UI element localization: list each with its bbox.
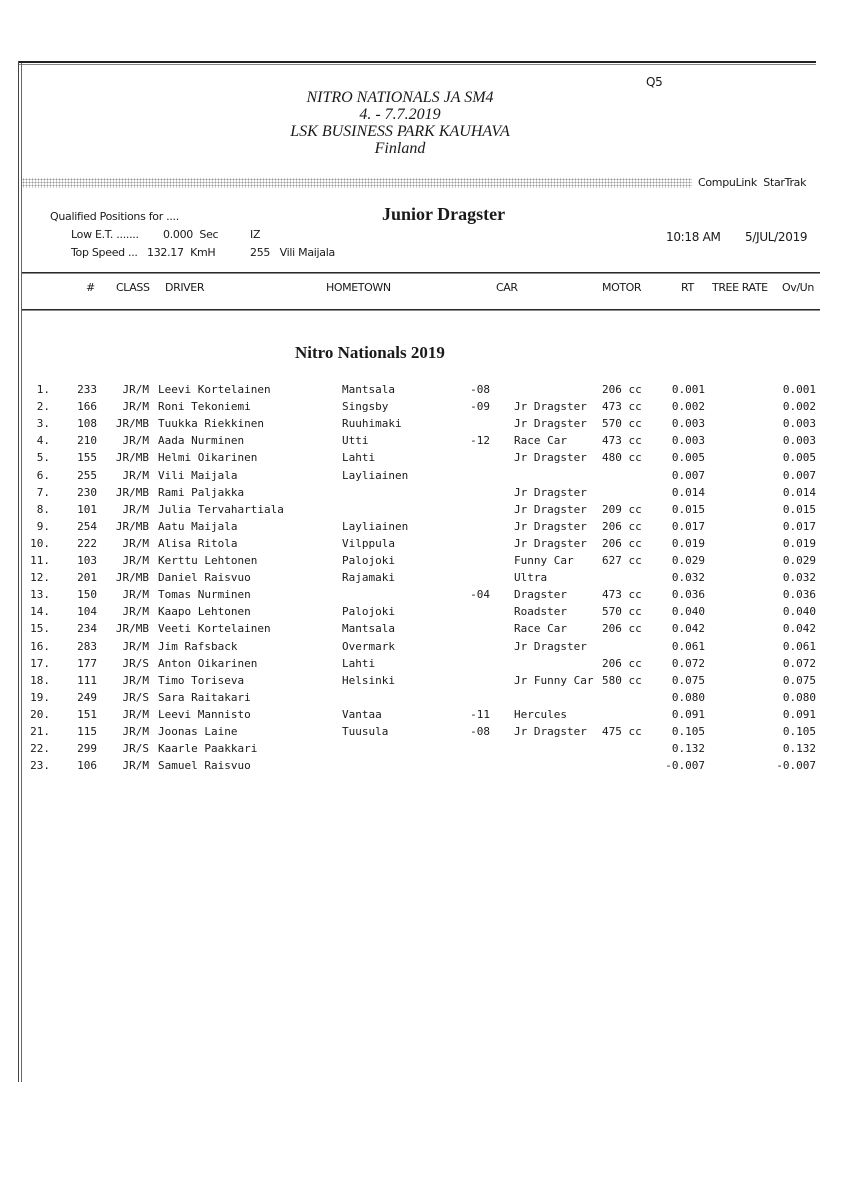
cell-class: JR/M — [122, 536, 149, 550]
cell-driver: Roni Tekoniemi — [158, 400, 251, 414]
table-row — [0, 554, 848, 571]
cell-position: 15. — [30, 622, 50, 636]
cell-ov-un: 0.032 — [782, 571, 816, 585]
cell-driver: Anton Oikarinen — [158, 656, 258, 670]
cell-driver: Julia Tervahartiala — [158, 502, 284, 516]
table-row — [0, 434, 848, 451]
cell-car: Jr Dragster — [514, 417, 587, 431]
cell-class: JR/S — [122, 742, 149, 756]
cell-rt: 0.003 — [671, 417, 705, 431]
cell-rt: 0.072 — [671, 656, 705, 670]
cell-rt: -0.007 — [665, 759, 705, 773]
cell-ov-un: 0.080 — [782, 690, 816, 704]
cell-position: 7. — [36, 485, 50, 499]
table-row — [0, 417, 848, 434]
column-header-hometown: HOMETOWN — [326, 281, 391, 294]
cell-driver: Samuel Raisvuo — [158, 759, 251, 773]
cell-car-number: 230 — [77, 485, 97, 499]
table-row — [0, 486, 848, 503]
cell-car: Race Car — [514, 622, 567, 636]
cell-ov-un: 0.091 — [782, 707, 816, 721]
cell-position: 10. — [30, 536, 50, 550]
cell-rt: 0.002 — [671, 400, 705, 414]
table-row — [0, 708, 848, 725]
cell-car: Ultra — [514, 571, 548, 585]
table-row — [0, 588, 848, 605]
cell-rt: 0.029 — [671, 554, 705, 567]
table-row — [0, 503, 848, 520]
top-speed-label: Top Speed ... — [71, 246, 138, 259]
cell-hometown: Ruuhimaki — [342, 417, 402, 431]
cell-ov-un: 0.075 — [782, 673, 816, 687]
cell-ov-un: 0.040 — [782, 605, 816, 619]
cell-car-number: 299 — [77, 742, 97, 756]
cell-car-number: 108 — [77, 417, 97, 431]
column-header-ov-un: Ov/Un — [782, 281, 814, 294]
cell-motor: 480 cc — [602, 451, 642, 465]
low-et-value: 0.000 Sec — [163, 228, 219, 241]
cell-car-number: 283 — [77, 639, 97, 653]
table-row — [0, 520, 848, 537]
cell-car-number: 234 — [77, 622, 97, 636]
cell-ov-un: 0.003 — [782, 434, 816, 448]
cell-class: JR/M — [122, 468, 149, 482]
cell-car: Jr Dragster — [514, 485, 587, 499]
cell-car-number: 255 — [77, 468, 97, 482]
cell-rt: 0.061 — [671, 639, 705, 653]
cell-hometown: Rajamaki — [342, 571, 395, 585]
cell-rt: 0.003 — [671, 434, 705, 448]
cell-class: JR/MB — [115, 417, 149, 431]
cell-class: JR/S — [122, 656, 149, 670]
column-header-motor: MOTOR — [602, 281, 642, 294]
event-country: Finland — [374, 140, 426, 157]
cell-class: JR/M — [122, 400, 149, 414]
cell-driver: Sara Raitakari — [158, 690, 251, 704]
top-speed-value: 132.17 KmH — [147, 246, 216, 259]
table-row — [0, 691, 848, 708]
cell-driver: Daniel Raisvuo — [158, 571, 251, 585]
cell-car: Hercules — [514, 707, 567, 721]
cell-class: JR/MB — [115, 571, 149, 585]
cell-hometown: Overmark — [342, 639, 395, 653]
cell-ov-un: 0.015 — [782, 502, 816, 516]
cell-position: 13. — [30, 588, 50, 602]
table-row — [0, 640, 848, 657]
cell-rt: 0.040 — [671, 605, 705, 619]
cell-driver: Alisa Ritola — [158, 536, 238, 550]
cell-position: 18. — [30, 673, 50, 687]
cell-rt: 0.005 — [671, 451, 705, 465]
cell-car-number: 104 — [77, 605, 97, 619]
cell-position: 6. — [36, 468, 50, 482]
cell-car-year: -11 — [470, 707, 490, 721]
table-row — [0, 469, 848, 486]
cell-hometown: Layliainen — [342, 468, 409, 482]
cell-rt: 0.132 — [671, 742, 705, 756]
cell-car-year: -08 — [470, 725, 490, 738]
table-row — [0, 605, 848, 622]
column-header-car: CAR — [496, 281, 518, 294]
cell-car: Roadster — [514, 605, 567, 619]
cell-driver: Veeti Kortelainen — [158, 622, 271, 636]
cell-car: Jr Dragster — [514, 639, 587, 653]
cell-car-year: -09 — [470, 400, 490, 414]
cell-motor: 473 cc — [602, 588, 642, 602]
cell-class: JR/MB — [115, 622, 149, 636]
cell-car-number: 254 — [77, 519, 97, 533]
cell-car: Jr Dragster — [514, 536, 587, 550]
header-rule-top — [22, 272, 820, 274]
cell-ov-un: 0.061 — [782, 639, 816, 653]
cell-ov-un: 0.029 — [782, 554, 816, 567]
cell-hometown: Palojoki — [342, 605, 395, 619]
cell-motor: 206 cc — [602, 383, 642, 396]
cell-motor: 209 cc — [602, 502, 642, 516]
cell-position: 17. — [30, 656, 50, 670]
cell-car: Jr Dragster — [514, 519, 587, 533]
cell-class: JR/MB — [115, 451, 149, 465]
cell-car: Jr Dragster — [514, 400, 587, 414]
cell-motor: 206 cc — [602, 622, 642, 636]
cell-car: Jr Dragster — [514, 725, 587, 738]
cell-motor: 627 cc — [602, 554, 642, 567]
table-row — [0, 725, 848, 742]
cell-motor: 570 cc — [602, 417, 642, 431]
cell-hometown: Vantaa — [342, 707, 382, 721]
cell-ov-un: 0.072 — [782, 656, 816, 670]
cell-position: 11. — [30, 554, 50, 567]
cell-position: 9. — [36, 519, 50, 533]
table-row — [0, 759, 848, 776]
cell-car: Jr Funny Car — [514, 673, 594, 687]
cell-car-number: 155 — [77, 451, 97, 465]
cell-driver: Leevi Mannisto — [158, 707, 251, 721]
cell-driver: Rami Paljakka — [158, 485, 245, 499]
cell-driver: Aatu Maijala — [158, 519, 238, 533]
cell-position: 5. — [36, 451, 50, 465]
cell-position: 3. — [36, 417, 50, 431]
cell-car-number: 249 — [77, 690, 97, 704]
qualified-positions-label: Qualified Positions for .... — [50, 210, 179, 223]
cell-class: JR/M — [122, 673, 149, 687]
cell-car-number: 106 — [77, 759, 97, 773]
cell-ov-un: 0.007 — [782, 468, 816, 482]
cell-hometown: Lahti — [342, 451, 376, 465]
cell-class: JR/M — [122, 554, 149, 567]
cell-position: 22. — [30, 742, 50, 756]
cell-driver: Leevi Kortelainen — [158, 383, 271, 396]
cell-position: 4. — [36, 434, 50, 448]
cell-motor: 580 cc — [602, 673, 642, 687]
cell-position: 14. — [30, 605, 50, 619]
cell-driver: Helmi Oikarinen — [158, 451, 258, 465]
cell-hometown: Singsby — [342, 400, 389, 414]
cell-position: 1. — [36, 383, 50, 396]
cell-ov-un: -0.007 — [776, 759, 816, 773]
cell-position: 16. — [30, 639, 50, 653]
cell-position: 8. — [36, 502, 50, 516]
cell-rt: 0.080 — [671, 690, 705, 704]
cell-ov-un: 0.019 — [782, 536, 816, 550]
cell-driver: Tuukka Riekkinen — [158, 417, 264, 431]
cell-hometown: Lahti — [342, 656, 376, 670]
cell-hometown: Palojoki — [342, 554, 395, 567]
cell-car-number: 150 — [77, 588, 97, 602]
cell-motor: 473 cc — [602, 400, 642, 414]
cell-driver: Aada Nurminen — [158, 434, 245, 448]
cell-driver: Kaapo Lehtonen — [158, 605, 251, 619]
page-code: Q5 — [646, 75, 663, 89]
cell-ov-un: 0.036 — [782, 588, 816, 602]
cell-ov-un: 0.001 — [782, 383, 816, 396]
column-header-driver: DRIVER — [165, 281, 205, 294]
report-date: 5/JUL/2019 — [745, 230, 808, 244]
cell-ov-un: 0.105 — [782, 725, 816, 738]
cell-class: JR/M — [122, 383, 149, 396]
cell-car-number: 115 — [77, 725, 97, 738]
cell-class: JR/MB — [115, 519, 149, 533]
low-et-label: Low E.T. ....... — [71, 228, 139, 241]
cell-car-number: 111 — [77, 673, 97, 687]
column-header-rt: RT — [681, 281, 694, 294]
cell-hometown: Vilppula — [342, 536, 395, 550]
cell-motor: 206 cc — [602, 519, 642, 533]
cell-class: JR/M — [122, 588, 149, 602]
cell-ov-un: 0.014 — [782, 485, 816, 499]
top-border-rule — [19, 61, 816, 65]
table-row — [0, 674, 848, 691]
cell-hometown: Helsinki — [342, 673, 395, 687]
cell-class: JR/MB — [115, 485, 149, 499]
cell-car: Funny Car — [514, 554, 574, 567]
cell-position: 23. — [30, 759, 50, 773]
cell-ov-un: 0.042 — [782, 622, 816, 636]
cell-driver: Timo Toriseva — [158, 673, 245, 687]
cell-car: Dragster — [514, 588, 567, 602]
cell-car-number: 101 — [77, 502, 97, 516]
report-time: 10:18 AM — [666, 230, 721, 244]
cell-position: 20. — [30, 707, 50, 721]
cell-rt: 0.042 — [671, 622, 705, 636]
cell-car-number: 166 — [77, 400, 97, 414]
cell-rt: 0.032 — [671, 571, 705, 585]
cell-rt: 0.007 — [671, 468, 705, 482]
cell-driver: Joonas Laine — [158, 725, 238, 738]
cell-rt: 0.091 — [671, 707, 705, 721]
column-header-number: # — [86, 281, 95, 294]
cell-car: Jr Dragster — [514, 502, 587, 516]
cell-driver: Kaarle Paakkari — [158, 742, 258, 756]
cell-rt: 0.105 — [671, 725, 705, 738]
cell-rt: 0.014 — [671, 485, 705, 499]
cell-position: 21. — [30, 725, 50, 738]
cell-driver: Tomas Nurminen — [158, 588, 251, 602]
table-row — [0, 742, 848, 759]
cell-class: JR/S — [122, 690, 149, 704]
cell-hometown: Layliainen — [342, 519, 409, 533]
system-name: CompuLink StarTrak — [698, 176, 807, 189]
cell-car: Race Car — [514, 434, 567, 448]
column-header-tree-rate: TREE RATE — [712, 281, 768, 294]
cell-hometown: Utti — [342, 434, 369, 448]
cell-rt: 0.017 — [671, 519, 705, 533]
top-speed-entry: 255 Vili Maijala — [250, 246, 335, 259]
cell-driver: Vili Maijala — [158, 468, 238, 482]
table-row — [0, 383, 848, 400]
cell-car-year: -12 — [470, 434, 490, 448]
cell-rt: 0.036 — [671, 588, 705, 602]
cell-car-number: 210 — [77, 434, 97, 448]
cell-rt: 0.019 — [671, 536, 705, 550]
cell-car-number: 103 — [77, 554, 97, 567]
cell-motor: 473 cc — [602, 434, 642, 448]
cell-position: 19. — [30, 690, 50, 704]
cell-car-year: -04 — [470, 588, 490, 602]
table-row — [0, 537, 848, 554]
hatched-divider — [22, 178, 692, 188]
table-row — [0, 657, 848, 674]
cell-ov-un: 0.132 — [782, 742, 816, 756]
cell-driver: Kerttu Lehtonen — [158, 554, 258, 567]
cell-car-year: -08 — [470, 383, 490, 396]
event-header — [250, 89, 550, 157]
cell-hometown: Mantsala — [342, 622, 395, 636]
cell-class: JR/M — [122, 759, 149, 773]
low-et-entry: IZ — [250, 228, 261, 241]
cell-position: 2. — [36, 400, 50, 414]
cell-car-number: 151 — [77, 707, 97, 721]
section-title: Nitro Nationals 2019 — [295, 343, 445, 362]
cell-ov-un: 0.005 — [782, 451, 816, 465]
table-row — [0, 451, 848, 468]
cell-car-number: 233 — [77, 383, 97, 396]
cell-motor: 206 cc — [602, 656, 642, 670]
cell-car-number: 177 — [77, 656, 97, 670]
cell-class: JR/M — [122, 605, 149, 619]
cell-rt: 0.075 — [671, 673, 705, 687]
table-row — [0, 400, 848, 417]
cell-ov-un: 0.002 — [782, 400, 816, 414]
event-venue: LSK BUSINESS PARK KAUHAVA — [290, 123, 510, 140]
table-row — [0, 622, 848, 639]
cell-driver: Jim Rafsback — [158, 639, 238, 653]
cell-hometown: Tuusula — [342, 725, 389, 738]
cell-position: 12. — [30, 571, 50, 585]
cell-class: JR/M — [122, 639, 149, 653]
header-rule-bottom — [22, 309, 820, 311]
cell-class: JR/M — [122, 434, 149, 448]
cell-ov-un: 0.017 — [782, 519, 816, 533]
cell-rt: 0.001 — [671, 383, 705, 396]
cell-car: Jr Dragster — [514, 451, 587, 465]
table-row — [0, 571, 848, 588]
event-title: NITRO NATIONALS JA SM4 — [306, 89, 494, 106]
cell-hometown: Mantsala — [342, 383, 395, 396]
event-dates: 4. - 7.7.2019 — [359, 106, 441, 123]
cell-class: JR/M — [122, 725, 149, 738]
cell-motor: 475 cc — [602, 725, 642, 738]
cell-class: JR/M — [122, 707, 149, 721]
cell-ov-un: 0.003 — [782, 417, 816, 431]
cell-car-number: 222 — [77, 536, 97, 550]
column-header-class: CLASS — [116, 281, 150, 294]
cell-rt: 0.015 — [671, 502, 705, 516]
cell-class: JR/M — [122, 502, 149, 516]
cell-motor: 206 cc — [602, 536, 642, 550]
cell-car-number: 201 — [77, 571, 97, 585]
class-title: Junior Dragster — [382, 204, 506, 224]
cell-motor: 570 cc — [602, 605, 642, 619]
